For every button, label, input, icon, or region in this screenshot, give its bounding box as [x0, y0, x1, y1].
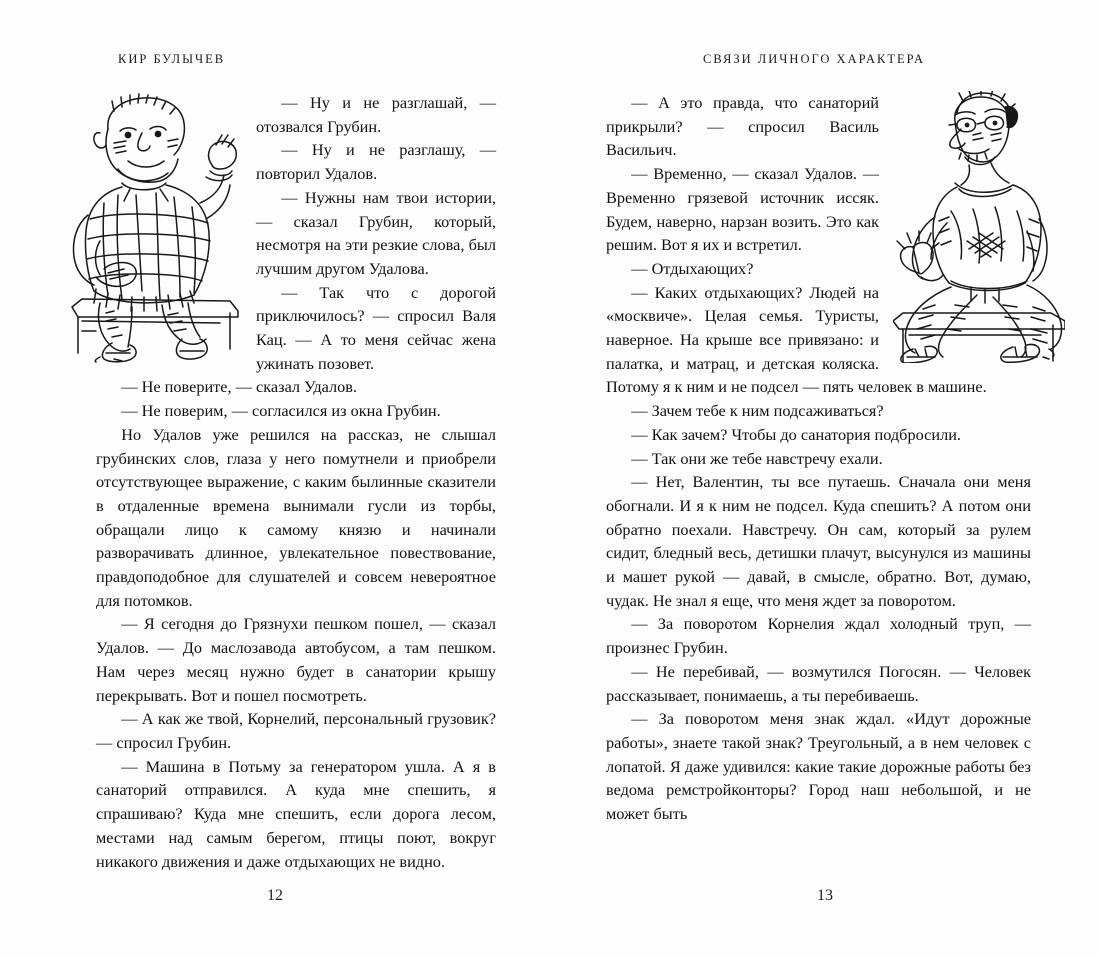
- right-page: [550, 0, 1100, 957]
- right-page-textblock: [606, 91, 1031, 826]
- paragraph: — Я сегодня до Грязнухи пешком пошел, — сказал Удалов. — До маслозавода автобусом, а там пешком. Нам через месяц нужно будет в санатории крышу перекрывать. Вот и пошел посмотреть.: [96, 614, 496, 705]
- page-number-right: 13: [817, 887, 833, 904]
- paragraph: — Как зачем? Чтобы до санатория подбросили.: [631, 424, 961, 444]
- paragraph: — Не поверите, — сказал Удалов.: [121, 377, 358, 397]
- paragraph: — Ну и не разглашу, — повторил Удалов.: [256, 140, 496, 184]
- paragraph: — Зачем тебе к ним подсаживаться?: [631, 401, 884, 421]
- paragraph: — Не перебивай, — возмутился Погосян. — Человек рассказывает, понимаешь, а ты перебиваешь.: [606, 661, 1031, 705]
- running-head-author: КИР БУЛЫЧЕВ: [118, 52, 226, 66]
- paragraph: — Временно, — сказал Удалов. — Временно грязевой источник иссяк. Будем, наверно, нарзан возить. Это как решим. Вот я их и встретил.: [606, 164, 879, 255]
- paragraph: — Каких отдыхающих? Людей на «москвиче». Целая семья. Туристы, наверное. На крыше все привязано: и палатка, и матрац, и детская коляска. Потому я к ним и не подсел — пять человек в машине.: [606, 282, 987, 397]
- paragraph: Но Удалов уже решился на рассказ, не слышал грубинских слов, глаза у него помутнели и приобрели отсутствующее выражение, с каким былинные сказители в отдаленные времена вынимали гусли из торбы, обращали лицо к самому князю и начинали разворачивать длинное, увлекательное повествование, правдоподобное для слушателей и совсем невероятное для потомков.: [96, 424, 496, 610]
- paragraph: — А это правда, что санаторий прикрыли? — спросил Василь Васильич.: [606, 93, 879, 160]
- illustration-seated-heavyset-man: [70, 91, 242, 363]
- paragraph: — Отдыхающих?: [631, 258, 754, 278]
- paragraph: — А как же твой, Корнелий, персональный грузовик? — спросил Грубин.: [96, 709, 496, 752]
- paragraph: — Так что с дорогой приключилось? — спросил Валя Кац. — А то меня сейчас жена ужинать позовет.: [256, 282, 496, 373]
- paragraph: — Ну и не разглашай, — отозвался Грубин.: [256, 93, 496, 136]
- running-head-title: СВЯЗИ ЛИЧНОГО ХАРАКТЕРА: [703, 52, 925, 66]
- illustration-seated-thin-man: [893, 91, 1065, 363]
- paragraph: — Нет, Валентин, ты все путаешь. Сначала они меня обогнали. И я к ним не подсел. Куда спешить? А потом они обратно поехали. Навстречу. Он сам, который за рулем сидит, бледный весь, детишки плачут, высунулся из машины и машет рукой — давай, в смысле, обратно. Вот, думаю, чудак. Не знал я еще, что меня ждет за поворотом.: [606, 472, 1031, 610]
- left-page-textblock: [96, 91, 496, 873]
- page-number-left: 12: [267, 887, 283, 904]
- paragraph: — Не поверим, — согласился из окна Грубин.: [121, 401, 441, 421]
- paragraph: — Нужны нам твои истории, — сказал Грубин, который, несмотря на эти резкие слова, был лучшим другом Удалова.: [256, 187, 496, 278]
- paragraph: — За поворотом меня знак ждал. «Идут дорожные работы», знаете такой знак? Треугольный, а в нем человек с лопатой. Я даже удивился: какие такие дорожные работы без ведома ремстройконторы? Город наш небольшой, и не может быть: [606, 709, 1031, 824]
- paragraph: — За поворотом Корнелия ждал холодный труп, — произнес Грубин.: [606, 614, 1031, 658]
- paragraph: — Так они же тебе навстречу ехали.: [631, 448, 883, 468]
- paragraph: — Машина в Потьму за генератором ушла. А я в санаторий отправился. А куда мне спешить, я спрашиваю? Куда мне спешить, если дорога лесом, местами над самым берегом, птицы поют, вокруг никакого движения и даже отдыхающих не видно.: [96, 756, 496, 871]
